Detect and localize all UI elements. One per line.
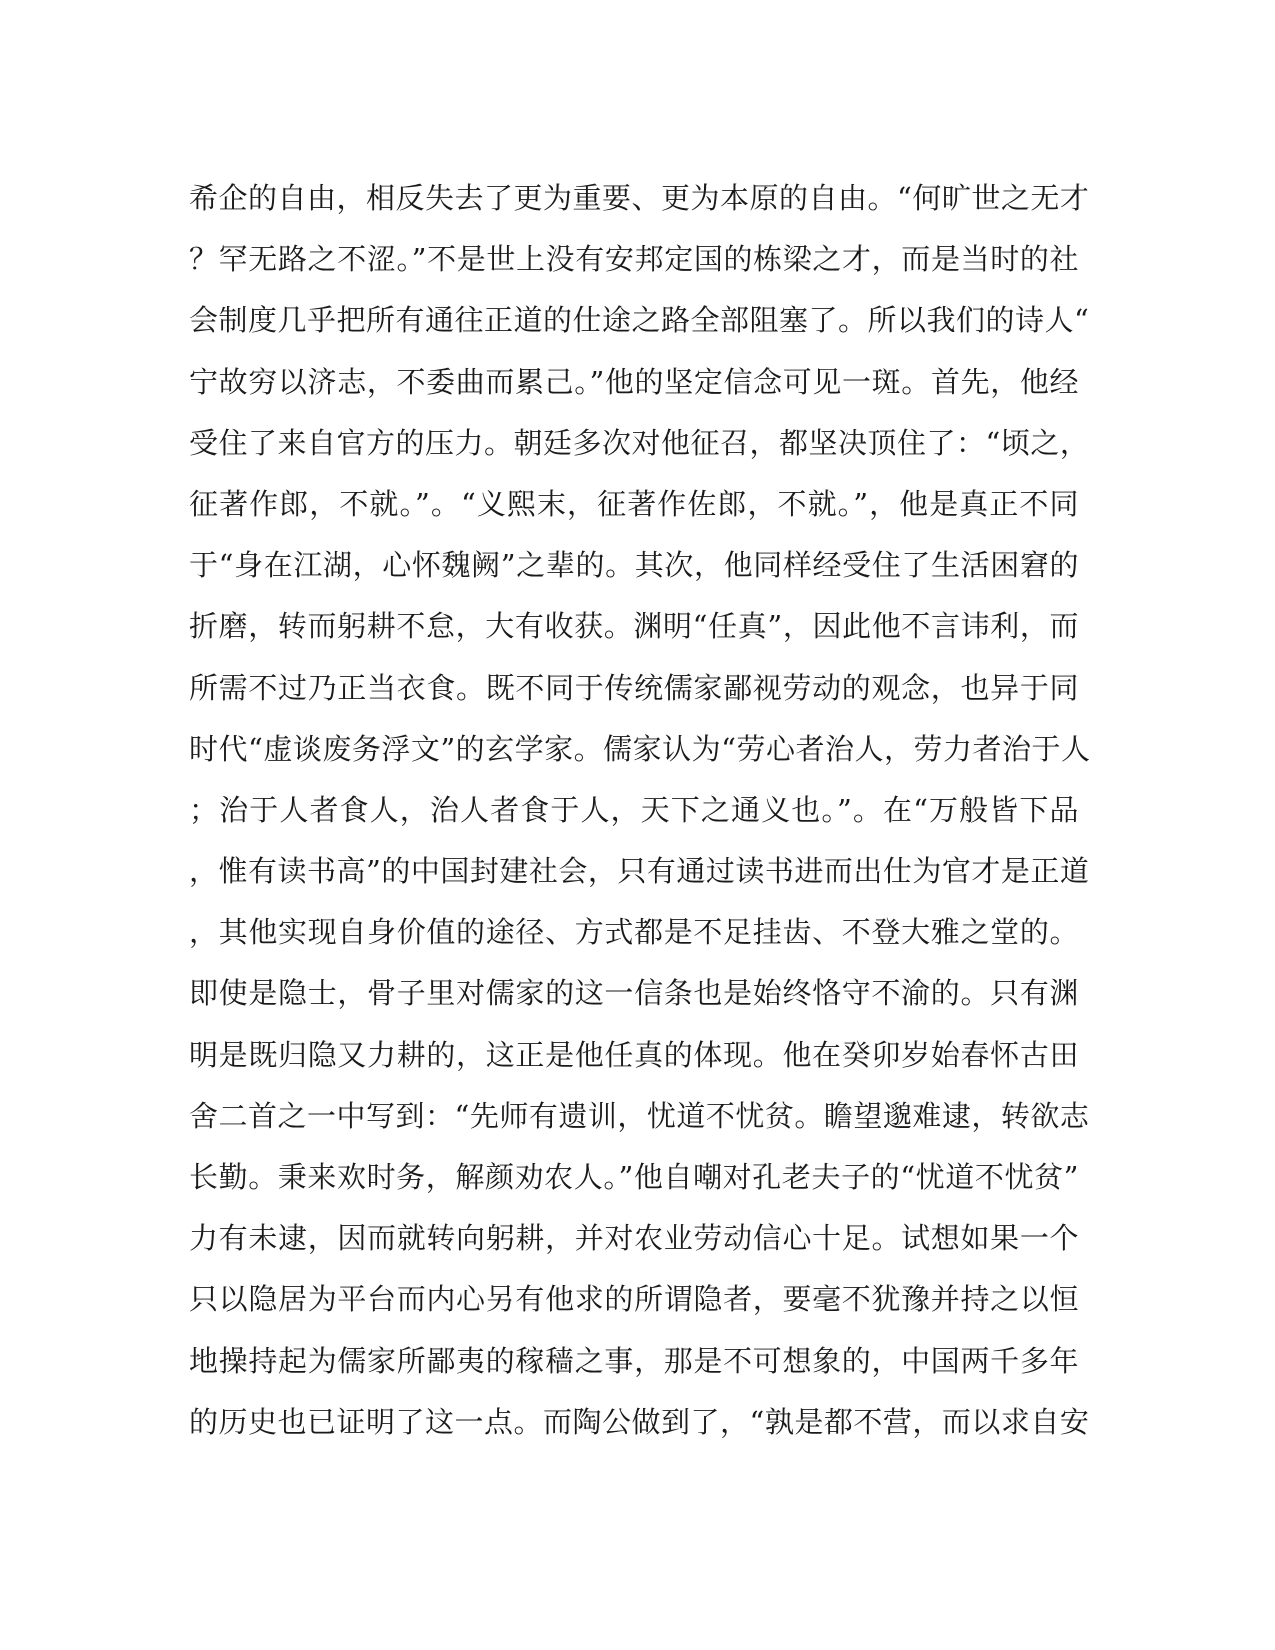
text-line: 长勤。秉来欢时务，解颜劝农人。”他自嘲对孔老夫子的“忧道不忧贫”: [189, 1160, 1079, 1194]
text-line: 明是既归隐又力耕的，这正是他任真的体现。他在癸卯岁始春怀古田: [189, 1037, 1079, 1072]
text-line: 希企的自由，相反失去了更为重要、更为本原的自由。“何旷世之无才: [189, 181, 1090, 215]
text-line: 于“身在江湖，心怀魏阙”之辈的。其次，他同样经受住了生活困窘的: [189, 548, 1079, 583]
text-line: 受住了来自官方的压力。朝廷多次对他征召，都坚决顶住了：“顷之，: [189, 425, 1090, 460]
text-line: 所需不过乃正当衣食。既不同于传统儒家鄙视劳动的观念，也异于同: [189, 670, 1079, 705]
text-line: 会制度几乎把所有通往正道的仕途之路全部阻塞了。所以我们的诗人“: [189, 303, 1090, 338]
text-line: ；治于人者食人，治人者食于人，天下之通义也。”。在“万般皆下品: [189, 792, 1079, 827]
text-line: 折磨，转而躬耕不怠，大有收获。渊明“任真”，因此他不言讳利，而: [189, 609, 1079, 644]
text-line: 征著作郎，不就。”。“义熙末，征著作佐郎，不就。”，他是真正不同: [189, 486, 1079, 521]
text-line: 舍二首之一中写到：“先师有遗训，忧道不忧贫。瞻望邈难逮，转欲志: [189, 1098, 1090, 1133]
text-line: ，惟有读书高”的中国封建社会，只有通过读书进而出仕为官才是正道: [189, 854, 1090, 889]
text-line: ，其他实现自身价值的途径、方式都是不足挂齿、不登大雅之堂的。: [189, 915, 1079, 950]
body-text: [189, 168, 1091, 1453]
text-line: 的历史也已证明了这一点。而陶公做到了，“孰是都不营，而以求自安: [189, 1404, 1090, 1439]
text-line: 即使是隐士，骨子里对儒家的这一信条也是始终恪守不渝的。只有渊: [189, 976, 1079, 1011]
text-line: ？罕无路之不涩。”不是世上没有安邦定国的栋梁之才，而是当时的社: [189, 242, 1079, 277]
text-line: 宁故穷以济志，不委曲而累己。”他的坚定信念可见一斑。首先，他经: [189, 364, 1079, 399]
text-line: 时代“虚谈废务浮文”的玄学家。儒家认为“劳心者治人，劳力者治于人: [189, 731, 1091, 766]
text-line: 地操持起为儒家所鄙夷的稼穑之事，那是不可想象的，中国两千多年: [189, 1343, 1079, 1378]
text-line: 只以隐居为平台而内心另有他求的所谓隐者，要毫不犹豫并持之以恒: [189, 1282, 1079, 1317]
text-line: 力有未逮，因而就转向躬耕，并对农业劳动信心十足。试想如果一个: [189, 1221, 1079, 1256]
